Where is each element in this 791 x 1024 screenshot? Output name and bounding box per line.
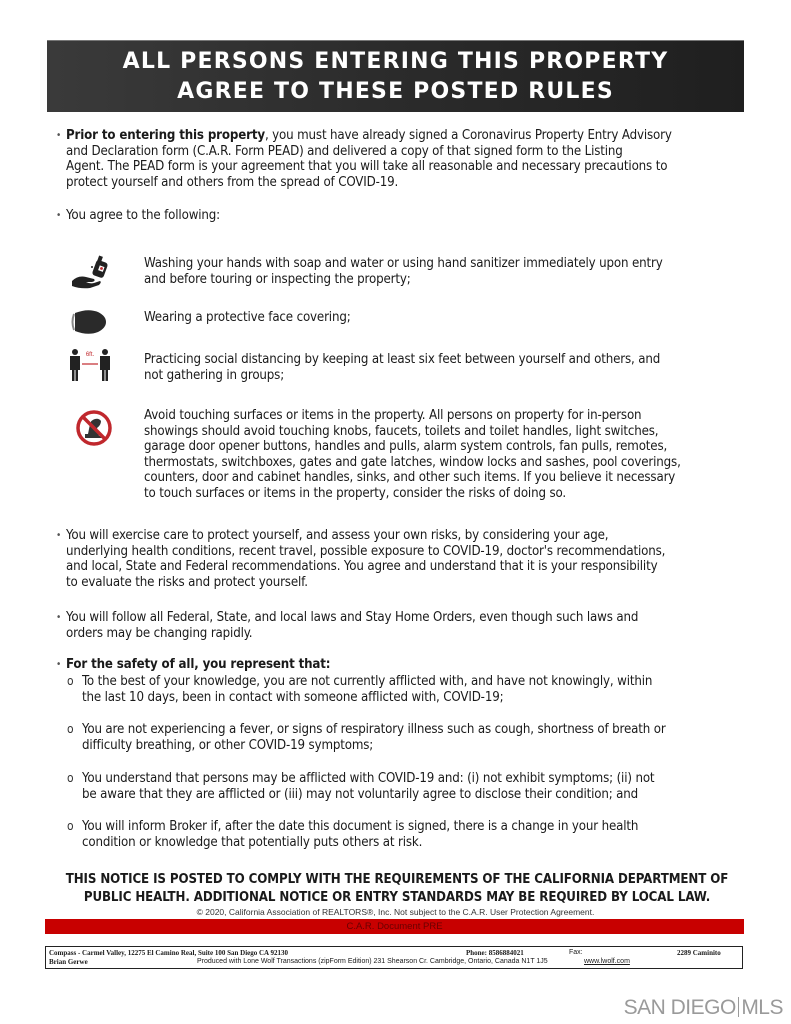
face-mask-icon: [68, 302, 112, 342]
bullet-icon: •: [56, 659, 62, 670]
footer-box: [45, 946, 743, 969]
text-line: the last 10 days, been in contact with someone afflicted with, COVID-19;: [82, 689, 504, 705]
text-line: and before touring or inspecting the property;: [144, 271, 411, 287]
text-line: condition or knowledge that potentially puts others at risk.: [82, 834, 423, 850]
footer-property: 2289 Caminito: [677, 949, 721, 957]
bullet-follow-laws: [66, 610, 746, 641]
footer-fax: Fax:: [569, 949, 583, 956]
text-line: orders may be changing rapidly.: [66, 625, 253, 641]
safety-item-2: [82, 722, 742, 753]
hand-sanitizer-icon: [68, 253, 112, 293]
bullet-exercise-care: [66, 528, 746, 590]
logo-text-left: SAN DIEGO: [623, 996, 736, 1019]
bullet-icon: •: [56, 130, 62, 141]
footer-agent: Brian Gerwe: [49, 958, 88, 966]
social-distancing-icon: [68, 345, 112, 385]
sub-bullet-icon: o: [67, 722, 74, 736]
text-line: to evaluate the risks and protect yourself.: [66, 574, 308, 590]
text-line: Avoid touching surfaces or items in the property. All persons on property for in-person: [144, 408, 642, 423]
agreement-face-covering: Wearing a protective face covering;: [144, 310, 351, 325]
text-line: You will inform Broker if, after the date this document is signed, there is a change in your health: [82, 819, 639, 834]
bold-lead: Prior to entering this property: [66, 128, 265, 143]
text-line: garage door opener buttons, handles and pulls, alarm system controls, fan pulls, remotes,: [144, 439, 668, 455]
document-id-bar: [45, 919, 744, 934]
text-line: and local, State and Federal recommendations. You agree and understand that it is your responsibility: [66, 559, 658, 575]
document-id: C.A.R. Document PRE: [346, 921, 443, 932]
text-line: and Declaration form (C.A.R. Form PEAD) and delivered a copy of that signed form to the Listing: [66, 143, 623, 159]
text-line: You will follow all Federal, State, and local laws and Stay Home Orders, even though such laws and: [66, 610, 639, 625]
title-line-1: ALL PERSONS ENTERING THIS PROPERTY: [122, 48, 669, 74]
text-line: Agent. The PEAD form is your agreement that you will take all reasonable and necessary precautions to: [66, 159, 668, 175]
title-banner: [47, 40, 744, 112]
text-line: counters, door and cabinet handles, sinks, and other such items. If you believe it necessary: [144, 470, 676, 486]
text-line: be aware that they are afflicted or (iii) may not voluntarily agree to disclose their condition; and: [82, 786, 639, 802]
text-line: To the best of your knowledge, you are not currently afflicted with, and have not knowingly, within: [82, 674, 653, 689]
logo-divider: [738, 997, 740, 1017]
agreement-social-distancing: [144, 352, 744, 383]
notice-line-1: THIS NOTICE IS POSTED TO COMPLY WITH THE REQUIREMENTS OF THE CALIFORNIA DEPARTMENT OF: [65, 872, 729, 887]
no-touching-icon: [72, 408, 116, 448]
distance-label: 6ft.: [85, 352, 95, 358]
agreement-avoid-touching: [144, 408, 744, 502]
copyright-text: © 2020, California Association of REALTORS®, Inc. Not subject to the C.A.R. User Protection Agreement.: [196, 907, 595, 917]
text-line: difficulty breathing, or other COVID-19 symptoms;: [82, 737, 374, 753]
agreement-hand-washing: [144, 256, 744, 287]
bullet-icon: •: [56, 530, 62, 541]
safety-heading: For the safety of all, you represent that:: [66, 657, 331, 672]
safety-item-4: [82, 819, 742, 850]
title-line-2: AGREE TO THESE POSTED RULES: [177, 78, 614, 104]
bullet-prior-entry: [66, 128, 746, 190]
sub-bullet-icon: o: [67, 771, 74, 785]
san-diego-mls-logo: [624, 996, 783, 1020]
text-line: thermostats, switchboxes, gates and gate latches, window locks and sashes, pool coverings,: [144, 454, 681, 470]
text-line: Washing your hands with soap and water or using hand sanitizer immediately upon entry: [144, 256, 663, 271]
safety-item-1: [82, 674, 742, 705]
bullet-icon: •: [56, 210, 62, 221]
text-line: You will exercise care to protect yourself, and assess your own risks, by considering your age,: [66, 528, 609, 543]
text-line: protect yourself and others from the spread of COVID-19.: [66, 174, 399, 190]
legal-notice: [52, 871, 742, 907]
text-line: to touch surfaces or items in the property, consider the risks of doing so.: [144, 485, 566, 501]
safety-item-3: [82, 771, 742, 802]
sub-bullet-icon: o: [67, 819, 74, 833]
text-line: Practicing social distancing by keeping at least six feet between yourself and others, and: [144, 352, 661, 367]
bullet-icon: •: [56, 612, 62, 623]
footer-produced-by: Produced with Lone Wolf Transactions (zipForm Edition) 231 Shearson Cr. Cambridge, Ontario, Canada N1T 1J5: [197, 958, 548, 965]
footer-phone: Phone: 8586884021: [466, 949, 524, 957]
footer-office: Compass - Carmel Valley, 12275 El Camino Real, Suite 100 San Diego CA 92130: [49, 949, 288, 957]
text-line: You are not experiencing a fever, or signs of respiratory illness such as cough, shortness of breath or: [82, 722, 666, 737]
text-line: not gathering in groups;: [144, 367, 285, 383]
text-line: , you must have already signed a Coronavirus Property Entry Advisory: [264, 128, 672, 143]
text-line: underlying health conditions, recent travel, possible exposure to COVID-19, doctor's recommendations,: [66, 543, 666, 559]
footer-link[interactable]: www.lwolf.com: [584, 958, 630, 965]
text-line: You understand that persons may be afflicted with COVID-19 and: (i) not exhibit symptoms; (ii) not: [82, 771, 655, 786]
text-line: showings should avoid touching knobs, faucets, toilets and toilet handles, light switches,: [144, 423, 659, 439]
sub-bullet-icon: o: [67, 674, 74, 688]
notice-line-2: PUBLIC HEALTH. ADDITIONAL NOTICE OR ENTRY STANDARDS MAY BE REQUIRED BY LOCAL LAW.: [83, 890, 711, 905]
bullet-agree: You agree to the following:: [66, 208, 220, 223]
logo-text-right: MLS: [741, 996, 783, 1019]
